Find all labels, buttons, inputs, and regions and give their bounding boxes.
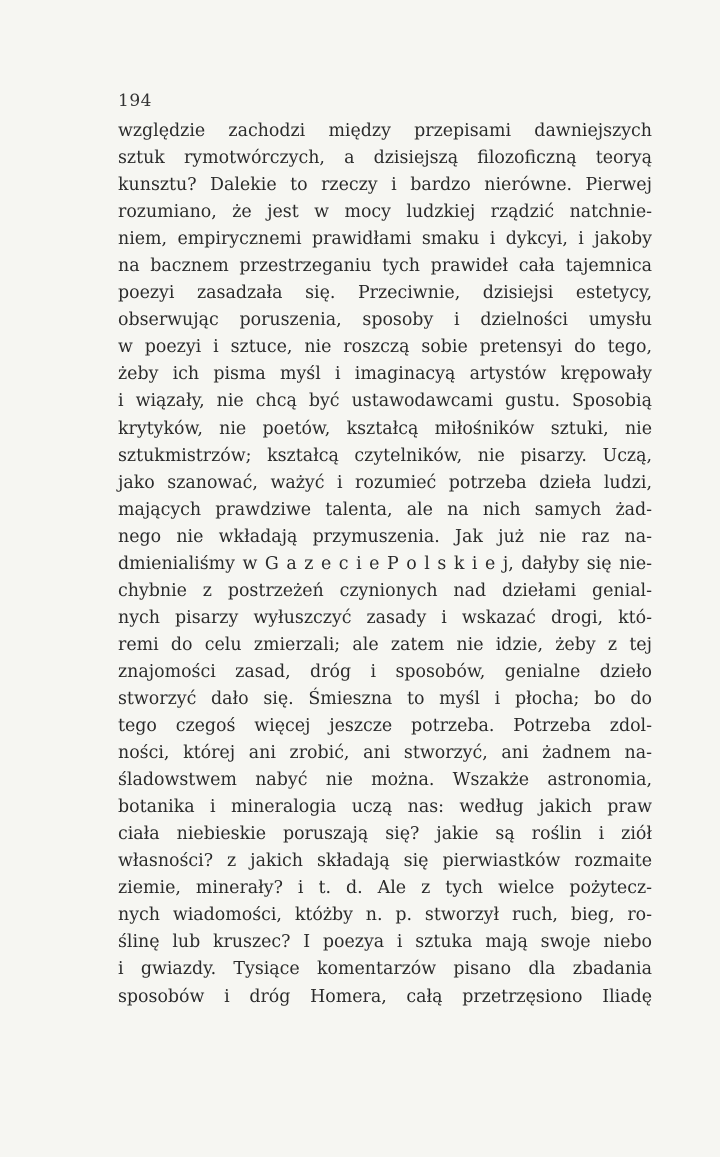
text-line: ziemie, minerały? i t. d. Ale z tych wielce pożytecz- (118, 878, 652, 899)
text-line: sztuk rymotwórczych, a dzisiejszą filozoficzną teoryą (118, 148, 652, 169)
text-line: mających prawdziwe talenta, ale na nich samych żad- (118, 499, 652, 520)
text-line: ności, której ani zrobić, ani stworzyć, ani żadnem na- (118, 743, 652, 764)
text-line: jako szanować, ważyć i rozumieć potrzeba dzieła ludzi, (118, 472, 652, 493)
body-text (118, 118, 652, 1011)
text-line: nych wiadomości, któżby n. p. stworzył ruch, bieg, ro- (118, 905, 652, 926)
text-line: względzie zachodzi między przepisami dawniejszych (118, 121, 652, 141)
text-line: tego czegoś więcej jeszcze potrzeba. Potrzeba zdol- (118, 716, 652, 737)
text-line: stworzyć dało się. Śmieszna to myśl i płocha; bo do (118, 688, 652, 709)
text-line: własności? z jakich składają się pierwiastków rozmaite (118, 851, 652, 872)
text-line: niem, empirycznemi prawidłami smaku i dykcyi, i jakoby (118, 229, 652, 250)
text-line: ciała niebieskie poruszają się? jakie są roślin i ziół (118, 824, 652, 845)
text-line: żeby ich pisma myśl i imaginacyą artystów krępowały (118, 364, 652, 385)
text-line: dmienialiśmy w G a z e c i e P o l s k i e j, dałyby się nie- (118, 553, 652, 574)
page-number: 194 (118, 91, 152, 111)
text-line: krytyków, nie poetów, kształcą miłośników sztuki, nie (118, 418, 652, 439)
text-line: nego nie wkładają przymuszenia. Jak już nie raz na- (118, 526, 652, 547)
text-line: chybnie z postrzeżeń czynionych nad dziełami genial- (118, 580, 652, 601)
text-line: znajomości zasad, dróg i sposobów, genialne dzieło (118, 661, 652, 682)
text-line: na bacznem przestrzeganiu tych prawideł cała tajemnica (118, 256, 652, 277)
text-line: ślinę lub kruszec? I poezya i sztuka mają swoje niebo (118, 932, 652, 953)
text-line: obserwując poruszenia, sposoby i dzielności umysłu (118, 310, 652, 331)
text-line: rozumiano, że jest w mocy ludzkiej rządzić natchnie- (118, 202, 652, 223)
text-line: poezyi zasadzała się. Przeciwnie, dzisiejsi estetycy, (118, 283, 652, 304)
text-line: i gwiazdy. Tysiące komentarzów pisano dla zbadania (118, 959, 652, 980)
text-line: remi do celu zmierzali; ale zatem nie idzie, żeby z tej (118, 634, 652, 655)
text-line: w poezyi i sztuce, nie roszczą sobie pretensyi do tego, (118, 337, 652, 358)
text-line: i wiązały, nie chcą być ustawodawcami gustu. Sposobią (118, 391, 652, 412)
text-line: śladowstwem nabyć nie można. Wszakże astronomia, (118, 770, 652, 791)
text-line: sposobów i dróg Homera, całą przetrzęsiono Iliadę (118, 986, 652, 1007)
text-line: nych pisarzy wyłuszczyć zasady i wskazać drogi, któ- (118, 607, 652, 628)
text-line: botanika i mineralogia uczą nas: według jakich praw (118, 797, 652, 818)
text-line: sztukmistrzów; kształcą czytelników, nie pisarzy. Uczą, (118, 445, 652, 466)
text-line: kunsztu? Dalekie to rzeczy i bardzo nierówne. Pierwej (118, 175, 652, 196)
